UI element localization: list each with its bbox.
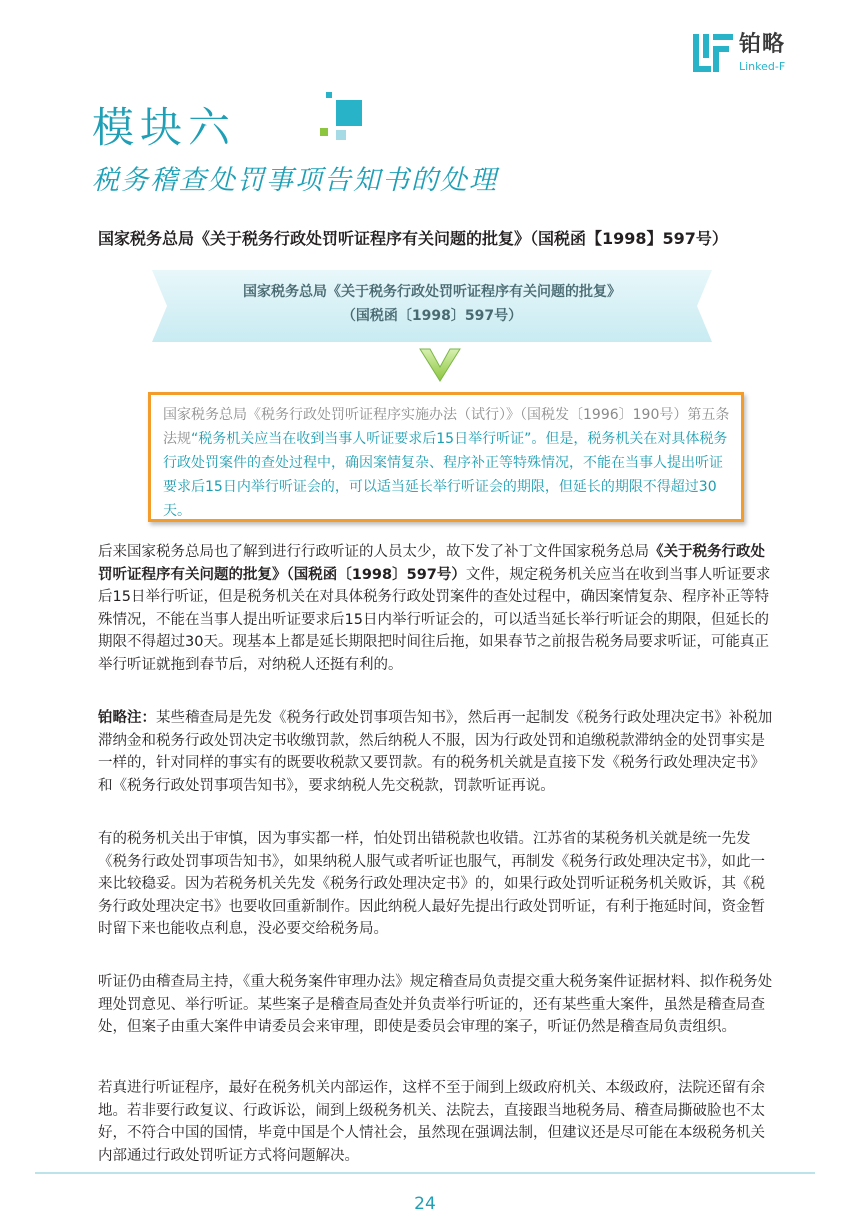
module-title: 模块六 bbox=[92, 103, 237, 152]
document-heading: 国家税务总局《关于税务行政处罚听证程序有关问题的批复》（国税函【1998】597号） bbox=[98, 229, 728, 248]
logo-subtitle: Linked-F bbox=[739, 60, 786, 73]
footer-divider bbox=[35, 1172, 815, 1174]
banner-line-2: （国税函〔1998〕597号） bbox=[341, 308, 523, 324]
quote-highlight-text: “税务机关应当在收到当事人听证要求后15日举行听证”。但是，税务机关在对具体税务行政处罚案件的查处过程中，确因案情复杂、程序补正等特殊情况，不能在当事人提出听证要求后15日内举行听证会的，可以适当延长举行听证会的期限，但延长的期限不得超过30天。 bbox=[163, 431, 728, 519]
paragraph-2-body: 某些稽查局是先发《税务行政处罚事项告知书》，然后再一起制发《税务行政处理决定书》补税加滞纳金和税务行政处罚决定书收缴罚款，然后纳税人不服，因为行政处罚和追缴税款滞纳金的处罚事实是一样的，针对同样的事实有的既要收税款又要罚款。有的税务机关就是直接下发《税务行政处理决定书》和《税务行政处罚事项告知书》，要求纳税人先交税款，罚款听证再说。 bbox=[98, 710, 773, 794]
decor-square-teal-large bbox=[336, 100, 362, 126]
paragraph-1-intro: 后来国家税务总局也了解到进行行政听证的人员太少，故下发了补丁文件国家税务总局 bbox=[98, 544, 649, 560]
paragraph-3-body: 有的税务机关出于审慎，因为事实都一样，怕处罚出错税款也收错。江苏省的某税务机关就是统一先发《税务行政处罚事项告知书》，如果纳税人服气或者听证也服气，再制发《税务行政处理决定书》，如此一来比较稳妥。因为若税务机关先发《税务行政处理决定书》的，如果行政处罚听证税务机关败诉，其《税务行政处理决定书》也要收回重新制作。因此纳税人最好先提出行政处罚听证，有利于拖延时间，资金暂时留下来也能收点利息，没必要交给税务局。 bbox=[98, 831, 765, 937]
paragraph-1 bbox=[98, 541, 778, 676]
logo-mark-icon bbox=[693, 32, 735, 74]
paragraph-5 bbox=[98, 1077, 778, 1167]
paragraph-4-body: 听证仍由稽查局主持，《重大税务案件审理办法》规定稽查局负责提交重大税务案件证据材料、拟作税务处理处罚意见、举行听证。某些案子是稽查局查处并负责举行听证的，还有某些重大案件，虽然是稽查局查处，但案子由重大案件申请委员会来审理，即使是委员会审理的案子，听证仍然是稽查局负责组织。 bbox=[98, 974, 773, 1035]
banner-line-1: 国家税务总局《关于税务行政处罚听证程序有关问题的批复》 bbox=[243, 284, 621, 300]
paragraph-3 bbox=[98, 828, 778, 941]
decor-square-green bbox=[320, 128, 328, 136]
paragraph-2 bbox=[98, 707, 778, 797]
module-subtitle: 税务稽查处罚事项告知书的处理 bbox=[92, 165, 498, 196]
paragraph-4 bbox=[98, 971, 778, 1039]
paragraph-1-body: 文件，规定税务机关应当在收到当事人听证要求后15日举行听证，但是税务机关在对具体税务行政处罚案件的查处过程中，确因案情复杂、程序补正等特殊情况，不能在当事人提出听证要求后15日内举行听证会的，可以适当延长举行听证会的期限，但延长的期限不得超过30天。现基本上都是延长期限把时间往后拖，如果春节之前报告税务局要求听证，可能真正举行听证就拖到春节后，对纳税人还挺有利的。 bbox=[98, 566, 771, 673]
regulation-quote-box bbox=[148, 392, 744, 522]
decor-square-teal-small bbox=[326, 92, 332, 98]
brand-logo bbox=[693, 32, 813, 78]
chevron-down-icon bbox=[418, 345, 462, 385]
paragraph-1-bold: 《关于税务行政处罚听证程序有关问题的批复》（国税函〔1998〕597号） bbox=[98, 544, 765, 583]
paragraph-5-body: 若真进行听证程序，最好在税务机关内部运作，这样不至于闹到上级政府机关、本级政府，法院还留有余地。若非要行政复议、行政诉讼，闹到上级税务机关、法院去，直接跟当地税务局、稽查局撕破脸也不太好，不符合中国的国情，毕竟中国是个人情社会，虽然现在强调法制，但建议还是尽可能在本级税务机关内部通过行政处罚听证方式将问题解决。 bbox=[98, 1080, 765, 1164]
logo-name: 铂略 bbox=[739, 32, 786, 57]
quote-source-text: 国家税务总局《税务行政处罚听证程序实施办法（试行）》（国税发〔1996〕190号）第五条法规 bbox=[163, 407, 730, 447]
page-number: 24 bbox=[414, 1194, 436, 1214]
reference-banner bbox=[152, 270, 712, 340]
decor-square-light bbox=[336, 130, 346, 140]
note-label: 铂略注： bbox=[98, 710, 156, 726]
